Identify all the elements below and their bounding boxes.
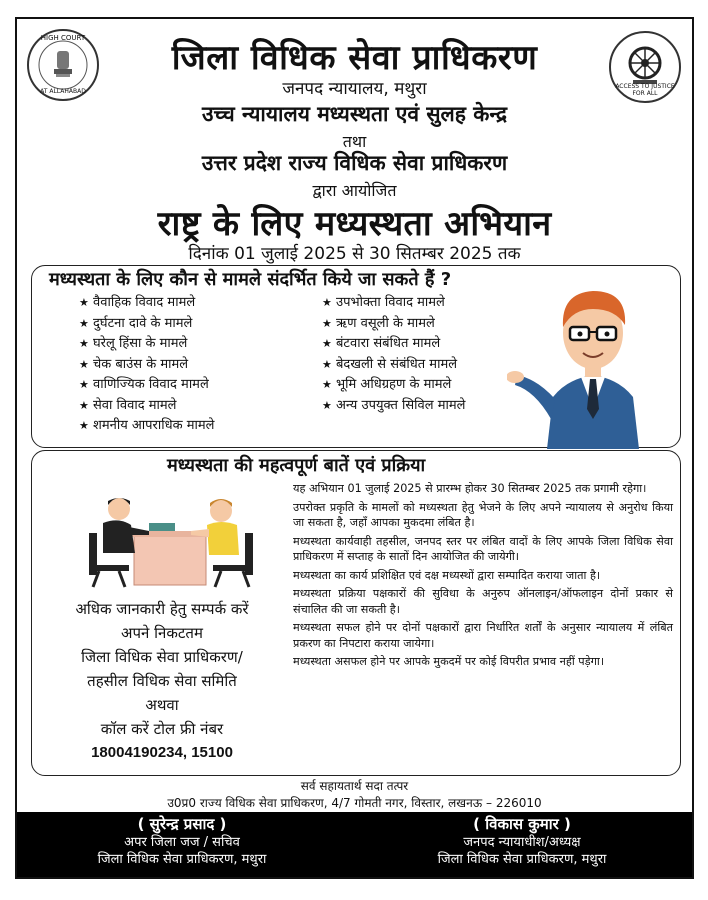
- court-subtitle: जनपद न्यायालय, मथुरा: [282, 79, 427, 99]
- contact-line: अधिक जानकारी हेतु सम्पर्क करें: [75, 600, 249, 618]
- contact-line: अपने निकटतम: [121, 624, 203, 642]
- signatory-left: [17, 816, 347, 869]
- signatory-org: जिला विधिक सेवा प्राधिकरण, मथुरा: [97, 852, 267, 867]
- list-item: ★ बंटवारा संबंधित मामले: [322, 334, 465, 355]
- process-heading: मध्यस्थता की महत्वपूर्ण बातें एवं प्रक्रिया: [167, 455, 426, 476]
- authority-title: जिला विधिक सेवा प्राधिकरण: [171, 38, 538, 78]
- signatory-designation: जनपद न्यायाधीश/अध्यक्ष: [463, 834, 581, 850]
- process-point: यह अभियान 01 जुलाई 2025 से प्रारम्भ होकर 30 सितम्बर 2025 तक प्रगामी रहेगा।: [293, 482, 647, 495]
- meeting-illustration: [79, 479, 269, 589]
- presenter-illustration: [507, 269, 677, 449]
- process-points: [293, 481, 673, 673]
- contact-line: जिला विधिक सेवा प्राधिकरण/: [81, 648, 243, 666]
- cases-list-right: [322, 293, 465, 416]
- signatory-right: [357, 816, 687, 869]
- toll-free-number: 18004190234, 15100: [91, 744, 233, 761]
- signatory-org: जिला विधिक सेवा प्राधिकरण, मथुरा: [437, 852, 607, 867]
- list-item: ★ वाणिज्यिक विवाद मामले: [79, 375, 214, 396]
- list-item: ★ बेदखली से संबंधित मामले: [322, 355, 465, 376]
- conjunction: तथा: [342, 132, 367, 151]
- cases-heading: मध्यस्थता के लिए कौन से मामले संदर्भित किये जा सकते हैं ?: [49, 269, 452, 290]
- star-icon: ★: [322, 378, 332, 391]
- star-icon: ★: [79, 378, 89, 391]
- list-item: ★ दुर्घटना दावे के मामले: [79, 314, 214, 335]
- star-icon: ★: [322, 316, 332, 330]
- list-item: ★ चेक बाउंस के मामले: [79, 355, 214, 376]
- signatory-name: ( विकास कुमार ): [473, 815, 571, 833]
- list-item: ★ शमनीय आपराधिक मामले: [79, 416, 214, 437]
- seal-bottom-text: AT ALLAHABAD: [40, 88, 86, 95]
- mediation-centre: उच्च न्यायालय मध्यस्थता एवं सुलह केन्द्र: [201, 102, 508, 126]
- list-item: ★ घरेलू हिंसा के मामले: [79, 334, 214, 355]
- star-icon: ★: [322, 398, 332, 412]
- list-item: ★ वैवाहिक विवाद मामले: [79, 293, 214, 314]
- contact-line: तहसील विधिक सेवा समिति: [87, 672, 237, 690]
- campaign-dates: दिनांक 01 जुलाई 2025 से 30 सितम्बर 2025 तक: [188, 244, 521, 264]
- signature-footer: [17, 812, 692, 879]
- contact-line: अथवा: [145, 696, 179, 714]
- tagline: सर्व सहायतार्थ सदा तत्पर: [300, 779, 409, 793]
- list-item: ★ ऋण वसूली के मामले: [322, 314, 465, 335]
- star-icon: ★: [322, 296, 332, 309]
- list-item: ★ सेवा विवाद मामले: [79, 396, 214, 417]
- process-point: मध्यस्थता सफल होने पर दोनों पक्षकारों द्वारा निर्धारित शर्तों के अनुसार न्यायालय में लंबित प्रकरण का निपटारा कराया जायेगा।: [293, 621, 673, 650]
- poster-frame: [15, 17, 694, 879]
- process-point: उपरोक्त प्रकृति के मामलों को मध्यस्थता हेतु भेजने के लिए अपने न्यायालय से अनुरोध किया जा सकता है, जहाँ आपका मुकदमा लंबित है।: [293, 500, 673, 529]
- signatory-name: ( सुरेन्द्र प्रसाद ): [137, 815, 227, 833]
- seal-top-text: HIGH COURT: [40, 34, 86, 42]
- star-icon: ★: [79, 296, 89, 309]
- list-item: ★ अन्य उपयुक्त सिविल मामले: [322, 396, 465, 417]
- process-point: मध्यस्थता का कार्य प्रशिक्षित एवं दक्ष मध्यस्थों द्वारा सम्पादित कराया जाता है।: [293, 568, 601, 582]
- star-icon: ★: [322, 337, 332, 350]
- seal-motto-text: ACCESS TO JUSTICE FOR ALL: [615, 83, 675, 97]
- star-icon: ★: [79, 316, 89, 330]
- state-authority: उत्तर प्रदेश राज्य विधिक सेवा प्राधिकरण: [201, 151, 508, 175]
- star-icon: ★: [79, 357, 89, 371]
- star-icon: ★: [322, 357, 332, 371]
- star-icon: ★: [79, 337, 89, 350]
- organized-by: द्वारा आयोजित: [312, 181, 397, 200]
- state-authority-address: उ0प्र0 राज्य विधिक सेवा प्राधिकरण, 4/7 गोमती नगर, विस्तार, लखनऊ – 226010: [167, 796, 542, 810]
- signatory-designation: अपर जिला जज / सचिव: [124, 834, 240, 850]
- contact-line: कॉल करें टोल फ्री नंबर: [100, 720, 224, 738]
- campaign-title: राष्ट्र के लिए मध्यस्थता अभियान: [157, 204, 552, 244]
- list-item: ★ उपभोक्ता विवाद मामले: [322, 293, 465, 314]
- cases-list-left: [79, 293, 214, 437]
- star-icon: ★: [79, 398, 89, 412]
- process-point: मध्यस्थता असफल होने पर आपके मुकदमें पर कोई विपरीत प्रभाव नहीं पड़ेगा।: [293, 655, 605, 668]
- process-point: मध्यस्थता कार्यवाही तहसील, जनपद स्तर पर लंबित वादों के लिए आपके जिला विधिक सेवा प्राधिकरण में सप्ताह के सातों दिन आयोजित की जायेगी।: [293, 534, 673, 563]
- process-point: मध्यस्थता प्रक्रिया पक्षकारों की सुविधा के अनुरुप ऑनलाइन/ऑफलाइन दोनों प्रकार से संचालित की जा सकती है।: [293, 587, 673, 616]
- list-item: ★ भूमि अधिग्रहण के मामले: [322, 375, 465, 396]
- contact-block: [37, 597, 287, 765]
- star-icon: ★: [79, 419, 89, 432]
